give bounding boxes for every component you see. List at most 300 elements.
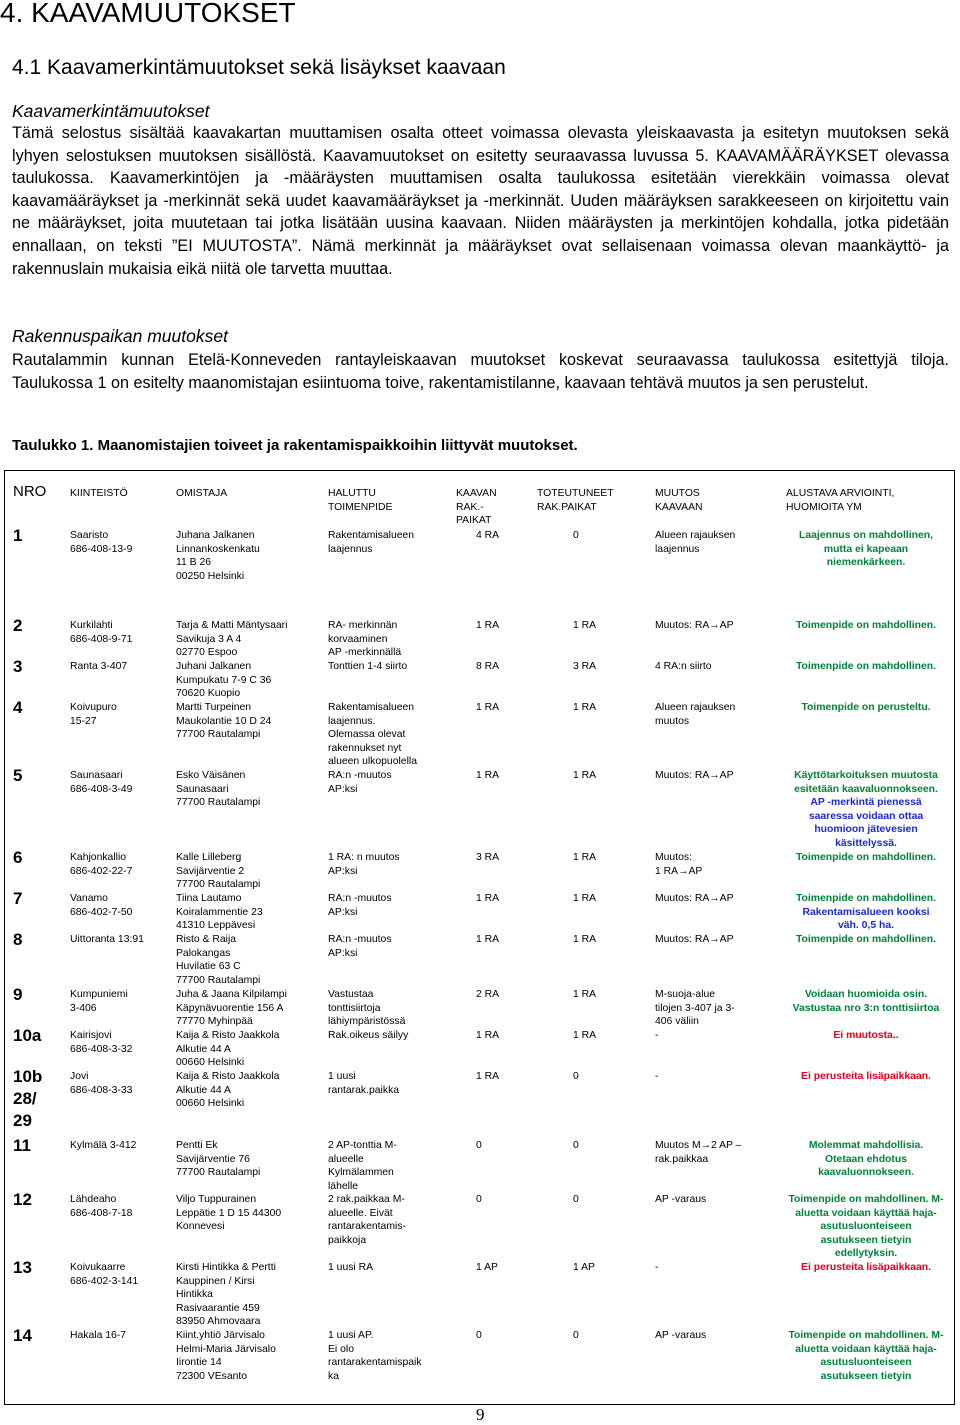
cell-line: rantarakentamispaik bbox=[328, 1357, 422, 1368]
realized-plots-cell: 1 RA bbox=[573, 770, 597, 781]
cell-line: 77770 Myhinpää bbox=[176, 1016, 253, 1027]
assessment-cell bbox=[780, 660, 952, 674]
cell-line: PAIKAT bbox=[456, 515, 492, 526]
cell-line: AP -varaus bbox=[655, 1194, 707, 1205]
row-number bbox=[13, 615, 68, 637]
assessment-cell bbox=[780, 1329, 952, 1383]
assessment-cell bbox=[780, 1193, 952, 1261]
cell-line: Kumpuniemi bbox=[70, 989, 128, 1000]
plan-change-cell bbox=[655, 988, 779, 1029]
paragraph: Rautalammin kunnan Etelä-Konneveden rantayleiskaavan muutokset koskevat seuraavassa taulukossa esitettyjä tiloja. Taulukossa 1 on esitelty maanomistajan esiintuoma toive, rakentamistilanne, kaavaan tehtävä muutos ja sen perustelut. bbox=[12, 351, 949, 392]
header-haluttu bbox=[328, 487, 392, 514]
cell-line: Muutos: RA→AP bbox=[655, 620, 734, 631]
property-cell bbox=[70, 1329, 174, 1343]
cell-line: 00660 Helsinki bbox=[176, 1057, 245, 1068]
planned-plots-cell: 1 RA bbox=[476, 934, 500, 945]
row-number bbox=[13, 765, 68, 787]
cell-line: 83950 Ahmovaara bbox=[176, 1316, 261, 1327]
cell-line: 1 uusi bbox=[328, 1071, 356, 1082]
cell-line: 7 bbox=[13, 889, 23, 908]
assessment-cell bbox=[780, 529, 952, 570]
cell-line: Kaija & Risto Jaakkola bbox=[176, 1071, 280, 1082]
cell-line: Kurkilahti bbox=[70, 620, 113, 631]
owner-cell bbox=[176, 769, 326, 810]
cell-line: huomioon jätevesien bbox=[814, 824, 918, 835]
row-number bbox=[13, 929, 68, 951]
cell-line: 686-408-3-33 bbox=[70, 1084, 133, 1096]
cell-line: 2 bbox=[13, 616, 23, 635]
section-heading-rakennuspaikka: Rakennuspaikan muutokset bbox=[12, 326, 228, 346]
cell-line: 2 AP-tonttia M- bbox=[328, 1140, 397, 1151]
cell-line: Vastustaa nro 3:n tonttisiirtoa bbox=[792, 1002, 940, 1014]
cell-line: Tiina Lautamo bbox=[176, 893, 242, 904]
cell-line: saaressa voidaan ottaa bbox=[808, 810, 924, 822]
realized-plots-cell: 1 RA bbox=[573, 989, 597, 1000]
plan-change-cell bbox=[655, 529, 779, 556]
cell-line: Toimenpide on mahdollinen. M- bbox=[788, 1330, 944, 1341]
cell-line: RA:n -muutos bbox=[328, 770, 392, 781]
row-number bbox=[13, 697, 68, 719]
realized-plots-cell: 1 RA bbox=[573, 1030, 597, 1041]
property-cell bbox=[70, 1261, 174, 1288]
cell-line: asutukseen tietyin bbox=[820, 1234, 912, 1246]
property-cell bbox=[70, 660, 174, 674]
row-number bbox=[13, 1189, 68, 1211]
cell-line: Vanamo bbox=[70, 893, 108, 904]
cell-line: 10b bbox=[13, 1067, 43, 1086]
cell-line: 686-408-3-49 bbox=[70, 783, 133, 795]
owner-cell bbox=[176, 701, 326, 742]
cell-line: 41310 Leppävesi bbox=[176, 920, 256, 931]
property-cell bbox=[70, 1139, 174, 1153]
plan-change-cell bbox=[655, 933, 779, 947]
cell-line: 77700 Rautalampi bbox=[176, 797, 261, 808]
property-cell bbox=[70, 1193, 174, 1220]
cell-line: 12 bbox=[13, 1190, 32, 1209]
cell-line: 10a bbox=[13, 1026, 42, 1045]
requested-action-cell bbox=[328, 1029, 454, 1043]
header-kaavan bbox=[456, 487, 497, 528]
cell-line: - bbox=[655, 1030, 659, 1041]
owner-cell bbox=[176, 988, 326, 1029]
cell-line: Maukolantie 10 D 24 bbox=[176, 715, 272, 727]
cell-line: 72300 VEsanto bbox=[176, 1370, 248, 1382]
realized-plots-cell: 1 AP bbox=[573, 1262, 595, 1273]
cell-line: rantarakentamis- bbox=[328, 1221, 406, 1232]
cell-line: Juhana Jalkanen bbox=[176, 530, 255, 541]
cell-line: aluetta voidaan käyttää haja- bbox=[795, 1207, 937, 1219]
cell-line: 29 bbox=[13, 1111, 32, 1130]
section-title: 4.1 Kaavamerkintämuutokset sekä lisäykset kaavaan bbox=[12, 56, 506, 79]
planned-plots-cell: 0 bbox=[476, 1330, 482, 1341]
cell-line: kaavaluonnokseen. bbox=[818, 1167, 914, 1178]
cell-line: 15-27 bbox=[70, 715, 97, 727]
row-number bbox=[13, 888, 68, 910]
cell-line: Toimenpide on mahdollinen. M- bbox=[788, 1194, 944, 1205]
realized-plots-cell: 1 RA bbox=[573, 702, 597, 713]
requested-action-cell bbox=[328, 1261, 454, 1275]
owner-cell bbox=[176, 851, 326, 892]
header-omistaja: OMISTAJA bbox=[176, 488, 228, 499]
requested-action-cell bbox=[328, 1329, 454, 1383]
cell-line: Rasivaarantie 459 bbox=[176, 1302, 260, 1314]
cell-line: edellytyksin. bbox=[834, 1248, 898, 1259]
cell-line: Kahjonkallio bbox=[70, 852, 127, 863]
assessment-cell bbox=[780, 701, 952, 715]
cell-line: Koivupuro bbox=[70, 702, 117, 713]
planned-plots-cell: 8 RA bbox=[476, 661, 500, 672]
cell-line: RA- merkinnän bbox=[328, 620, 398, 631]
property-cell bbox=[70, 933, 174, 947]
cell-line: Kumpukatu 7-9 C 36 bbox=[176, 674, 272, 686]
planned-plots-cell: 1 RA bbox=[476, 770, 500, 781]
assessment-cell bbox=[780, 933, 952, 947]
plan-change-cell bbox=[655, 1329, 779, 1343]
planned-plots-cell: 0 bbox=[476, 1140, 482, 1151]
plan-change-cell bbox=[655, 769, 779, 783]
header-nro: NRO bbox=[13, 483, 47, 500]
cell-line: KAAVAAN bbox=[655, 501, 703, 513]
cell-line: 686-402-22-7 bbox=[70, 865, 133, 877]
cell-line: Linnankoskenkatu bbox=[176, 543, 260, 555]
requested-action-cell bbox=[328, 1070, 454, 1097]
page-number: 9 bbox=[476, 1405, 485, 1424]
owner-cell bbox=[176, 619, 326, 660]
cell-line: 1 RA: n muutos bbox=[328, 852, 400, 863]
row-number bbox=[13, 1257, 68, 1279]
section-text-rakennuspaikka bbox=[12, 349, 949, 394]
cell-line: Iirontie 14 bbox=[176, 1357, 222, 1368]
requested-action-cell bbox=[328, 701, 454, 769]
cell-line: Leppätie 1 D 15 44300 bbox=[176, 1207, 282, 1219]
cell-line: 406 väliin bbox=[655, 1016, 699, 1027]
cell-line: Palokangas bbox=[176, 947, 231, 959]
property-cell bbox=[70, 1029, 174, 1056]
cell-line: AP:ksi bbox=[328, 783, 358, 795]
assessment-cell bbox=[780, 619, 952, 633]
owner-cell bbox=[176, 1029, 326, 1070]
cell-line: Saunasaari bbox=[176, 783, 229, 795]
cell-line: 77700 Rautalampi bbox=[176, 974, 261, 986]
cell-line: Helmi-Maria Järvisalo bbox=[176, 1343, 276, 1355]
cell-line: Olemassa olevat bbox=[328, 729, 406, 740]
cell-line: 77700 Rautalampi bbox=[176, 729, 261, 740]
realized-plots-cell: 3 RA bbox=[573, 661, 597, 672]
cell-line: RA:n -muutos bbox=[328, 934, 392, 945]
property-cell bbox=[70, 1070, 174, 1097]
cell-line: Konnevesi bbox=[176, 1221, 225, 1232]
cell-line: HALUTTU bbox=[328, 488, 376, 499]
cell-line: Savijärventie 2 bbox=[176, 865, 245, 877]
header-kiinteisto: KIINTEISTÖ bbox=[70, 488, 128, 499]
cell-line: AP -varaus bbox=[655, 1330, 707, 1341]
plan-change-cell bbox=[655, 892, 779, 906]
cell-line: niemenkärkeen. bbox=[826, 557, 906, 568]
cell-line: 3-406 bbox=[70, 1002, 97, 1014]
property-cell bbox=[70, 701, 174, 728]
cell-line: Alueen rajauksen bbox=[655, 702, 736, 713]
cell-line: 1 bbox=[13, 526, 23, 545]
cell-line: Rakentamisalueen kooksi bbox=[802, 906, 930, 918]
row-number bbox=[13, 847, 68, 869]
cell-line: lähelle bbox=[328, 1180, 359, 1192]
cell-line: Muutos: bbox=[655, 852, 692, 863]
header-alustava bbox=[786, 487, 894, 514]
property-cell bbox=[70, 851, 174, 878]
cell-line: Kylmälammen bbox=[328, 1167, 394, 1178]
requested-action-cell bbox=[328, 851, 454, 878]
row-number bbox=[13, 1066, 68, 1132]
cell-line: Hintikka bbox=[176, 1289, 213, 1300]
requested-action-cell bbox=[328, 1193, 454, 1247]
cell-line: Rakentamisalueen bbox=[328, 702, 415, 713]
property-cell bbox=[70, 988, 174, 1015]
realized-plots-cell: 1 RA bbox=[573, 620, 597, 631]
cell-line: korvaaminen bbox=[328, 633, 388, 645]
row-number bbox=[13, 525, 68, 547]
row-number bbox=[13, 1325, 68, 1347]
realized-plots-cell: 0 bbox=[573, 1194, 579, 1205]
owner-cell bbox=[176, 660, 326, 701]
cell-line: Koiralammentie 23 bbox=[176, 906, 263, 918]
cell-line: 686-408-13-9 bbox=[70, 543, 133, 555]
realized-plots-cell: 0 bbox=[573, 530, 579, 541]
assessment-cell bbox=[780, 851, 952, 865]
cell-line: RAK.- bbox=[456, 501, 484, 513]
requested-action-cell bbox=[328, 988, 454, 1029]
cell-line: Kylmälä 3-412 bbox=[70, 1140, 137, 1151]
cell-line: Juha & Jaana Kilpilampi bbox=[176, 989, 287, 1000]
plan-change-cell bbox=[655, 1261, 779, 1275]
requested-action-cell bbox=[328, 619, 454, 660]
assessment-cell bbox=[780, 769, 952, 850]
planned-plots-cell: 3 RA bbox=[476, 852, 500, 863]
assessment-cell bbox=[780, 988, 952, 1015]
cell-line: esitetään kaavaluonnokseen. bbox=[794, 783, 938, 795]
cell-line: Muutos M→2 AP – bbox=[655, 1140, 742, 1151]
cell-line: Uittoranta 13:91 bbox=[70, 934, 144, 945]
cell-line: tilojen 3-407 ja 3- bbox=[655, 1002, 735, 1014]
cell-line: laajennus bbox=[328, 543, 373, 555]
cell-line: 9 bbox=[13, 985, 23, 1004]
cell-line: 3 bbox=[13, 657, 23, 676]
cell-line: Esko Väisänen bbox=[176, 770, 246, 781]
cell-line: Laajennus on mahdollinen, bbox=[799, 530, 933, 541]
cell-line: 77700 Rautalampi bbox=[176, 879, 261, 890]
cell-line: Muutos: RA→AP bbox=[655, 770, 734, 781]
cell-line: Jovi bbox=[70, 1071, 89, 1082]
row-number bbox=[13, 1025, 68, 1047]
cell-line: asutusluonteiseen bbox=[820, 1357, 912, 1368]
cell-line: 14 bbox=[13, 1326, 32, 1345]
change-table bbox=[4, 470, 955, 1405]
header-toteutuneet bbox=[537, 487, 614, 514]
cell-line: aluetta voidaan käyttää haja- bbox=[795, 1343, 937, 1355]
cell-line: tonttisiirtoja bbox=[328, 1002, 381, 1014]
realized-plots-cell: 0 bbox=[573, 1071, 579, 1082]
property-cell bbox=[70, 529, 174, 556]
plan-change-cell bbox=[655, 701, 779, 728]
cell-line: Alkutie 44 A bbox=[176, 1043, 231, 1055]
cell-line: alueelle bbox=[328, 1153, 364, 1165]
requested-action-cell bbox=[328, 660, 454, 674]
section-text-kaavamerkinta bbox=[12, 122, 949, 280]
planned-plots-cell: 1 RA bbox=[476, 620, 500, 631]
cell-line: 686-408-3-32 bbox=[70, 1043, 133, 1055]
cell-line: Risto & Raija bbox=[176, 934, 237, 945]
owner-cell bbox=[176, 892, 326, 933]
cell-line: Vastustaa bbox=[328, 989, 374, 1000]
cell-line: mutta ei kapeaan bbox=[823, 543, 909, 555]
page-title: 4. KAAVAMUUTOKSET bbox=[0, 0, 296, 28]
cell-line: 11 bbox=[13, 1136, 31, 1155]
cell-line: Savijärventie 76 bbox=[176, 1153, 250, 1165]
cell-line: Lähdeaho bbox=[70, 1194, 117, 1205]
requested-action-cell bbox=[328, 769, 454, 796]
cell-line: Saunasaari bbox=[70, 770, 123, 781]
cell-line: Muutos: RA→AP bbox=[655, 934, 734, 945]
row-number bbox=[13, 1135, 68, 1157]
cell-line: muutos bbox=[655, 715, 690, 727]
planned-plots-cell: 2 RA bbox=[476, 989, 500, 1000]
cell-line: lähiympäristössä bbox=[328, 1016, 406, 1027]
cell-line: ALUSTAVA ARVIOINTI, bbox=[786, 488, 895, 499]
cell-line: 4 RA:n siirto bbox=[655, 661, 712, 672]
cell-line: Ei perusteita lisäpaikkaan. bbox=[801, 1071, 931, 1082]
cell-line: Rak.oikeus säilyy bbox=[328, 1030, 409, 1041]
cell-line: Toimenpide on mahdollinen. bbox=[795, 661, 937, 672]
planned-plots-cell: 1 RA bbox=[476, 893, 500, 904]
cell-line: Ranta 3-407 bbox=[70, 661, 128, 672]
realized-plots-cell: 0 bbox=[573, 1140, 579, 1151]
cell-line: Pentti Ek bbox=[176, 1140, 218, 1151]
cell-line: 5 bbox=[13, 766, 23, 785]
cell-line: asutusluonteiseen bbox=[820, 1221, 912, 1232]
cell-line: - bbox=[655, 1071, 659, 1082]
cell-line: Otetaan ehdotus bbox=[825, 1153, 907, 1165]
cell-line: 11 B 26 bbox=[176, 557, 212, 568]
cell-line: TOIMENPIDE bbox=[328, 501, 393, 513]
cell-line: 70620 Kuopio bbox=[176, 688, 241, 699]
owner-cell bbox=[176, 1139, 326, 1180]
cell-line: laajennus. bbox=[328, 715, 376, 727]
cell-line: Alkutie 44 A bbox=[176, 1084, 231, 1096]
table-caption: Taulukko 1. Maanomistajien toiveet ja rakentamispaikkoihin liittyvät muutokset. bbox=[12, 437, 578, 454]
property-cell bbox=[70, 769, 174, 796]
realized-plots-cell: 1 RA bbox=[573, 893, 597, 904]
assessment-cell bbox=[780, 1139, 952, 1180]
cell-line: rakennukset nyt bbox=[328, 742, 402, 754]
cell-line: Alueen rajauksen bbox=[655, 530, 736, 541]
section-heading-kaavamerkinta: Kaavamerkintämuutokset bbox=[12, 101, 210, 121]
cell-line: AP -merkinnällä bbox=[328, 647, 402, 658]
assessment-cell bbox=[780, 1029, 952, 1043]
cell-line: TOTEUTUNEET bbox=[537, 488, 614, 499]
plan-change-cell bbox=[655, 851, 779, 878]
cell-line: Toimenpide on mahdollinen. bbox=[795, 852, 937, 863]
cell-line: Käyttötarkoituksen muutosta bbox=[794, 770, 938, 781]
cell-line: 686-408-9-71 bbox=[70, 633, 133, 645]
cell-line: Tonttien 1-4 siirto bbox=[328, 661, 408, 672]
property-cell bbox=[70, 892, 174, 919]
owner-cell bbox=[176, 529, 326, 583]
requested-action-cell bbox=[328, 529, 454, 556]
cell-line: laajennus bbox=[655, 543, 700, 555]
assessment-cell bbox=[780, 1261, 952, 1275]
cell-line: väh. 0,5 ha. bbox=[837, 920, 895, 931]
plan-change-cell bbox=[655, 619, 779, 633]
cell-line: AP:ksi bbox=[328, 947, 358, 959]
cell-line: 2 rak.paikkaa M- bbox=[328, 1194, 405, 1205]
owner-cell bbox=[176, 1329, 326, 1383]
cell-line: Käpynävuorentie 156 A bbox=[176, 1002, 284, 1014]
cell-line: Huvilatie 63 C bbox=[176, 961, 241, 972]
cell-line: 686-402-7-50 bbox=[70, 906, 133, 918]
cell-line: ka bbox=[328, 1370, 339, 1382]
cell-line: alueen ulkopuolella bbox=[328, 756, 417, 767]
cell-line: 6 bbox=[13, 848, 23, 867]
requested-action-cell bbox=[328, 933, 454, 960]
cell-line: RAK.PAIKAT bbox=[537, 501, 597, 513]
cell-line: 77700 Rautalampi bbox=[176, 1167, 261, 1178]
cell-line: 686-408-7-18 bbox=[70, 1207, 133, 1219]
planned-plots-cell: 0 bbox=[476, 1194, 482, 1205]
requested-action-cell bbox=[328, 892, 454, 919]
cell-line: Rakentamisalueen bbox=[328, 530, 415, 541]
planned-plots-cell: 1 AP bbox=[476, 1262, 498, 1273]
cell-line: Toimenpide on perusteltu. bbox=[801, 702, 931, 713]
cell-line: Voidaan huomioida osin. bbox=[804, 989, 928, 1000]
realized-plots-cell: 0 bbox=[573, 1330, 579, 1341]
cell-line: Martti Turpeinen bbox=[176, 702, 252, 713]
cell-line: 02770 Espoo bbox=[176, 647, 238, 658]
owner-cell bbox=[176, 1070, 326, 1111]
plan-change-cell bbox=[655, 1029, 779, 1043]
plan-change-cell bbox=[655, 1070, 779, 1084]
cell-line: 1 RA→AP bbox=[655, 865, 703, 877]
cell-line: RA:n -muutos bbox=[328, 893, 392, 904]
assessment-cell bbox=[780, 1070, 952, 1084]
planned-plots-cell: 4 RA bbox=[476, 530, 500, 541]
row-number bbox=[13, 984, 68, 1006]
cell-line: 13 bbox=[13, 1258, 32, 1277]
cell-line: Toimenpide on mahdollinen. bbox=[795, 620, 937, 631]
cell-line: Savikuja 3 A 4 bbox=[176, 633, 242, 645]
paragraph: Tämä selostus sisältää kaavakartan muuttamisen osalta otteet voimassa olevasta yleiskaavasta ja esitetyn muutoksen sekä lyhyen selostuksen muutoksen sisällöstä. Kaavamuutokset on esitetty seuraavassa luvussa 5. KAAVAMÄÄRÄYKSET olevassa taulukossa. Kaavamerkintöjen ja -määräysten muuttamisen osalta taulukossa esitetään vierekkäin voimassa olevat kaavamääräykset ja -merkinnät sekä uudet kaavamääräykset ja -merkinnät. Uuden määräyksen sarakkeeseen on kirjoitettu vain ne määräykset, joita muutetaan tai jotka lisätään uusina kaavaan. Niiden määräysten ja merkintöjen kohdalla, jotka pidetään ennallaan, on teksti ”EI MUUTOSTA”. Nämä merkinnät ja määräykset ovat sellaisenaan voimassa olevan maankäyttö- ja rakennuslain mukaisia eikä niitä ole tarvetta muuttaa. bbox=[12, 124, 949, 278]
cell-line: MUUTOS bbox=[655, 488, 700, 499]
cell-line: 686-402-3-141 bbox=[70, 1275, 139, 1287]
planned-plots-cell: 1 RA bbox=[476, 702, 500, 713]
cell-line: 28/ bbox=[13, 1089, 37, 1108]
cell-line: Toimenpide on mahdollinen. bbox=[795, 934, 937, 945]
realized-plots-cell: 1 RA bbox=[573, 852, 597, 863]
cell-line: KAAVAN bbox=[456, 488, 497, 499]
cell-line: Kiint.yhtiö Järvisalo bbox=[176, 1330, 265, 1341]
planned-plots-cell: 1 RA bbox=[476, 1071, 500, 1082]
cell-line: Ei olo bbox=[328, 1343, 354, 1355]
cell-line: alueelle. Eivät bbox=[328, 1207, 393, 1219]
assessment-cell bbox=[780, 892, 952, 933]
cell-line: 00660 Helsinki bbox=[176, 1098, 245, 1109]
cell-line: rak.paikkaa bbox=[655, 1153, 709, 1165]
cell-line: Toimenpide on mahdollinen. bbox=[795, 893, 937, 904]
cell-line: käsittelyssä. bbox=[835, 837, 897, 849]
cell-line: 8 bbox=[13, 930, 23, 949]
plan-change-cell bbox=[655, 1139, 779, 1166]
cell-line: Tarja & Matti Mäntysaari bbox=[176, 620, 288, 631]
cell-line: 00250 Helsinki bbox=[176, 570, 245, 582]
requested-action-cell bbox=[328, 1139, 454, 1193]
